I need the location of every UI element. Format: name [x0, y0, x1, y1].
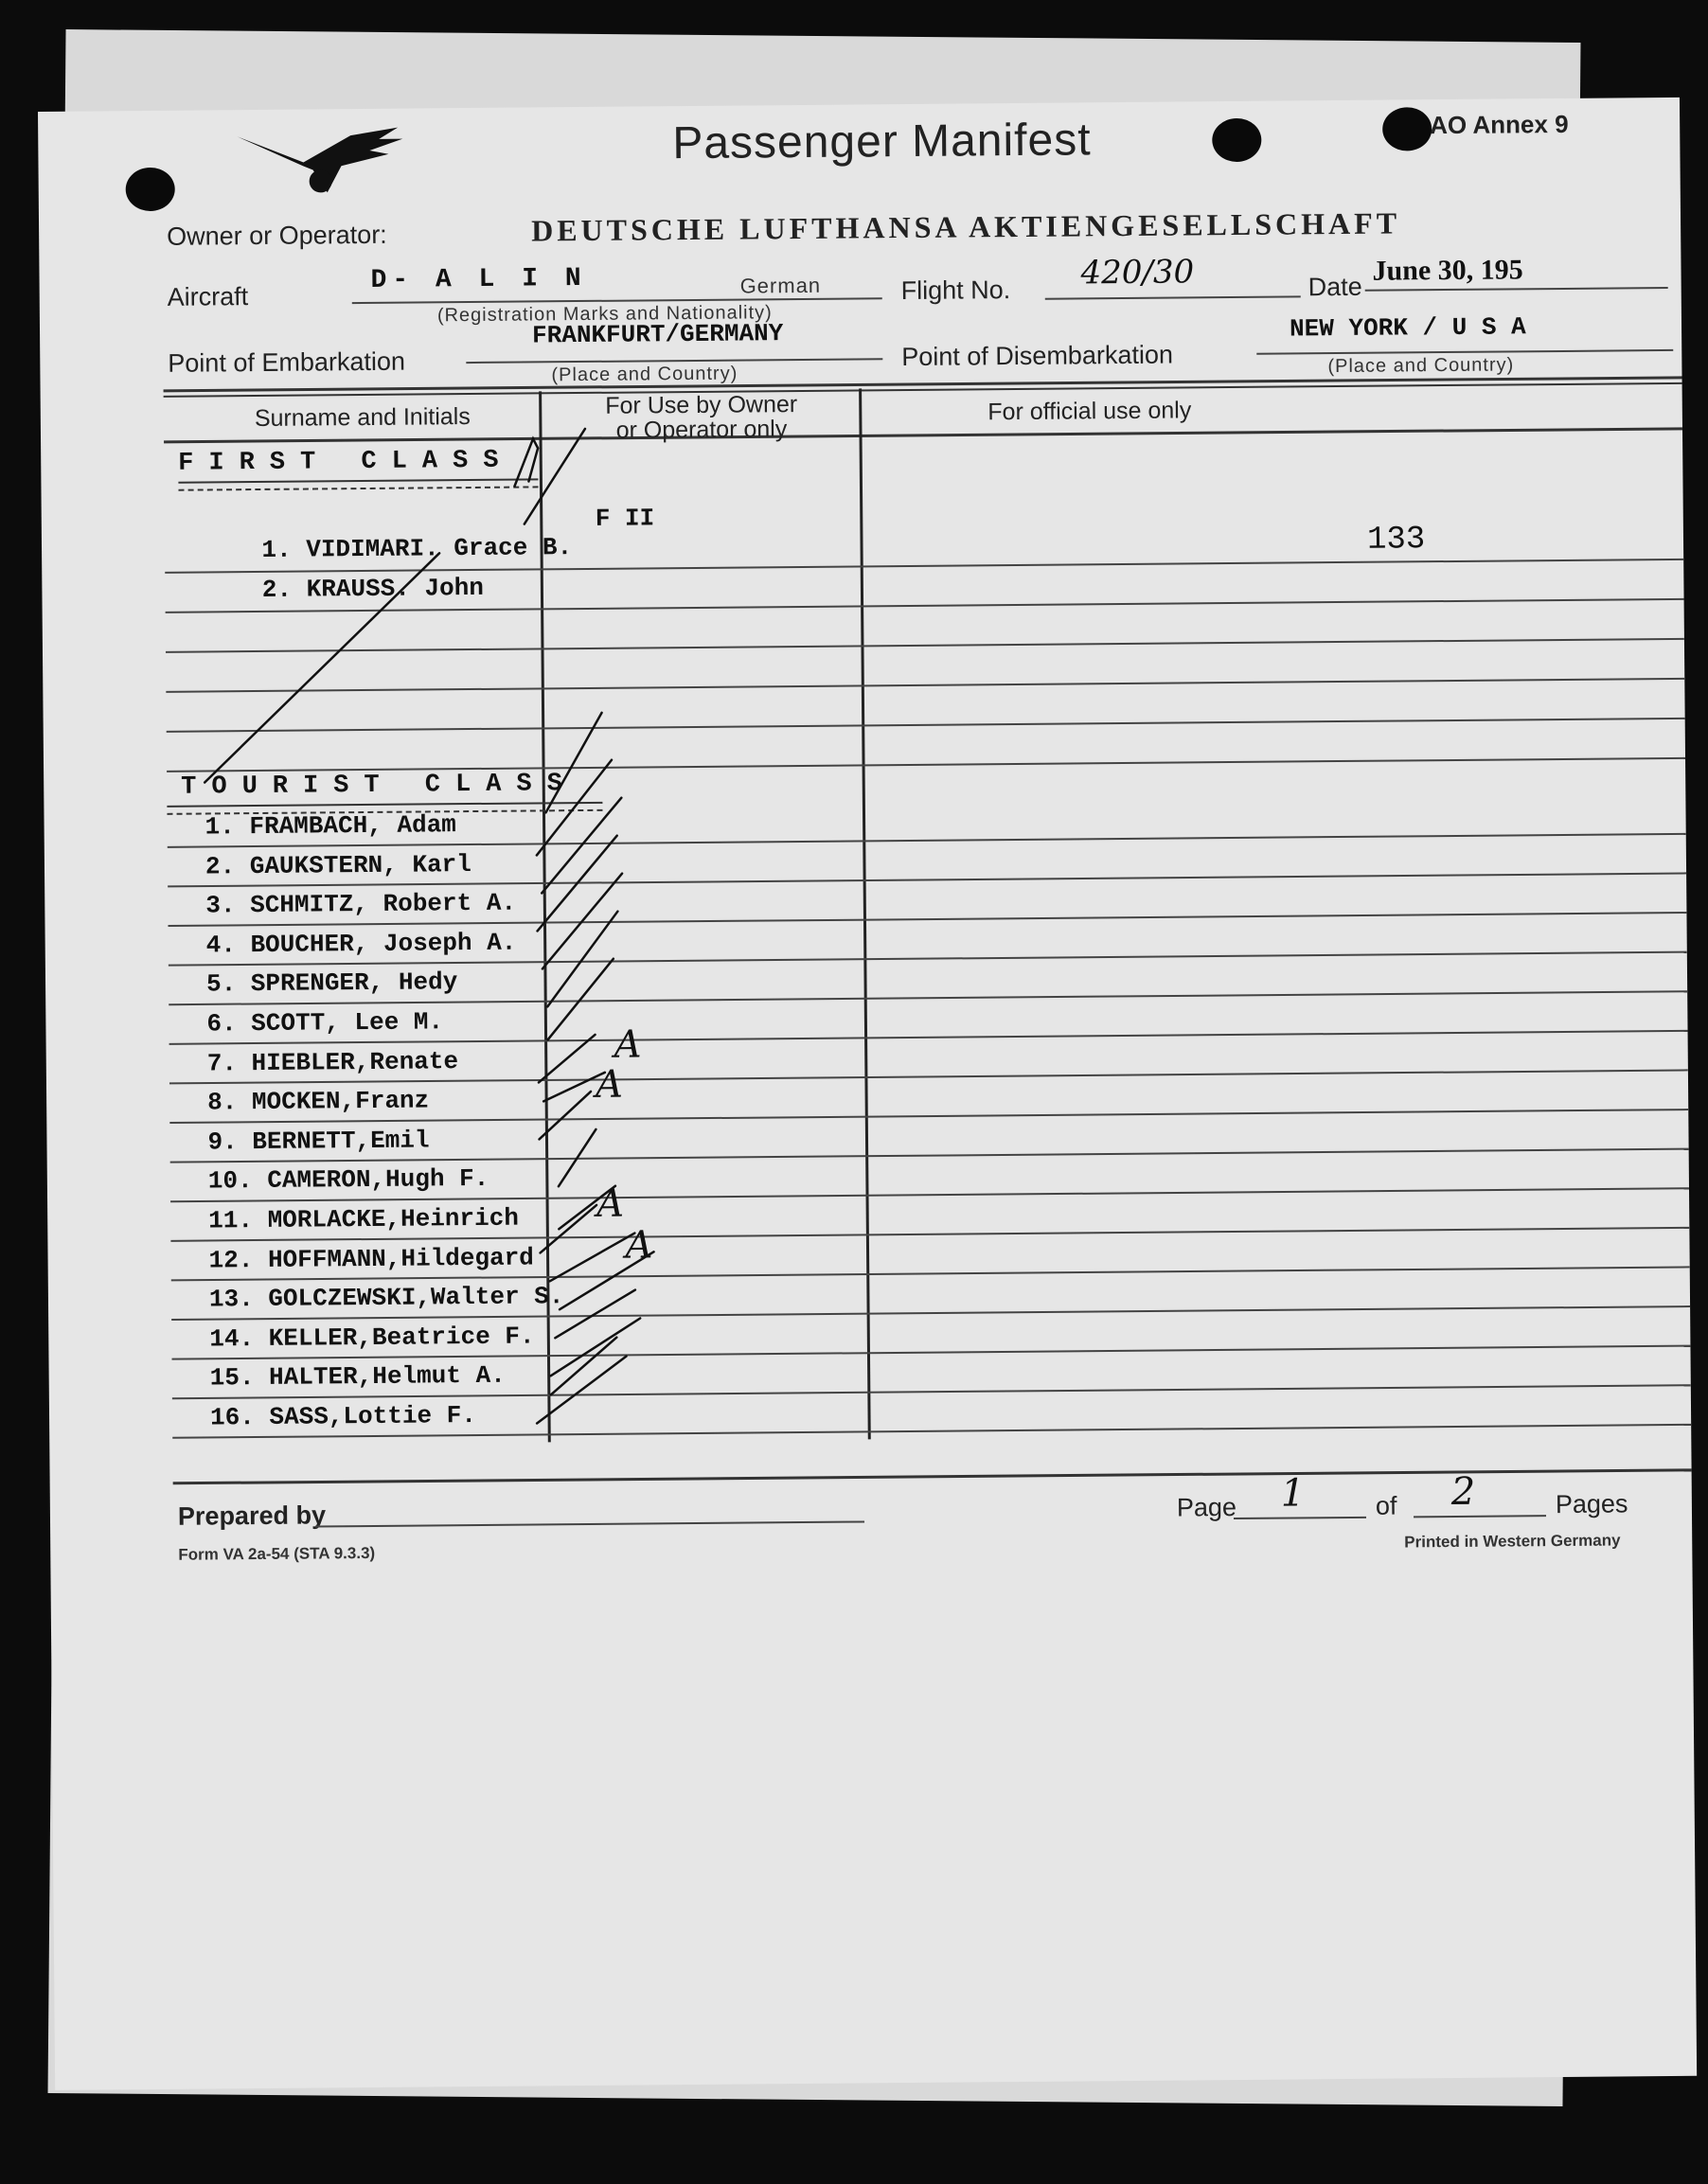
passenger-name: FRAMBACH, Adam — [249, 810, 456, 842]
passenger-name: KRAUSS. John — [306, 573, 485, 604]
passenger-name: HOFFMANN,Hildegard — [267, 1243, 534, 1274]
annex-label: AO Annex 9 — [1430, 109, 1569, 140]
passenger-name: MOCKEN,Franz — [251, 1086, 430, 1117]
owner-note: F II — [595, 504, 655, 533]
passenger-name: BERNETT,Emil — [252, 1126, 430, 1156]
passenger-name: BOUCHER, Joseph A. — [250, 928, 517, 959]
column-header-name: Surname and Initials — [254, 403, 471, 433]
handwritten-checkmarks — [38, 98, 1697, 2090]
passenger-number: 11. — [208, 1206, 254, 1235]
passenger-name: SCOTT, Lee M. — [251, 1007, 444, 1039]
aircraft-value: D- A L I N — [370, 263, 587, 295]
page-label: Page — [1176, 1493, 1237, 1522]
prepared-by-label: Prepared by — [177, 1500, 327, 1531]
passenger-number: 7. — [206, 1048, 238, 1078]
passenger-number: 12. — [208, 1245, 254, 1275]
date-value: June 30, 195 — [1372, 254, 1523, 287]
passenger-name: HALTER,Helmut A. — [268, 1361, 506, 1393]
owner-value: DEUTSCHE LUFTHANSA AKTIENGESELLSCHAFT — [530, 205, 1401, 248]
column-header-owner-2: or Operator only — [615, 416, 788, 444]
passenger-name: KELLER,Beatrice F. — [268, 1322, 535, 1353]
passenger-number: 1. — [205, 812, 235, 842]
date-label: Date — [1308, 272, 1362, 302]
passenger-name: SASS,Lottie F. — [269, 1401, 477, 1431]
passenger-name: HIEBLER,Renate — [251, 1046, 459, 1077]
aircraft-nationality: German — [739, 273, 822, 298]
mark-a-1: A — [614, 1022, 642, 1067]
flight-label: Flight No. — [900, 275, 1011, 306]
passenger-number: 9. — [207, 1128, 238, 1157]
mark-a-3: A — [596, 1181, 625, 1226]
first-class-heading: FIRST CLASS — [178, 446, 514, 478]
passenger-number: 1. — [261, 535, 292, 564]
passenger-number: 10. — [207, 1166, 253, 1196]
passenger-number: 6. — [206, 1009, 237, 1039]
official-number: 133 — [1366, 522, 1426, 559]
column-header-official: For official use only — [987, 397, 1192, 426]
passenger-number: 8. — [207, 1088, 238, 1117]
disembarkation-label: Point of Disembarkation — [901, 340, 1174, 372]
passenger-name: MORLACKE,Heinrich — [267, 1203, 520, 1234]
passenger-number: 3. — [205, 891, 236, 920]
page-total: 2 — [1450, 1469, 1476, 1515]
passenger-number: 5. — [205, 969, 237, 999]
passenger-name: SCHMITZ, Robert A. — [250, 888, 517, 920]
passenger-name: SPRENGER, Hedy — [250, 968, 458, 999]
page-title: Passenger Manifest — [672, 115, 1092, 169]
passenger-name: GAUKSTERN, Karl — [249, 849, 471, 880]
passenger-name: CAMERON,Hugh F. — [267, 1164, 489, 1196]
passenger-name: GOLCZEWSKI,Walter S. — [268, 1282, 564, 1314]
aircraft-label: Aircraft — [167, 282, 249, 311]
of-label: of — [1375, 1491, 1397, 1520]
passenger-number: 2. — [205, 851, 236, 881]
passenger-number: 15. — [209, 1363, 255, 1393]
pages-label: Pages — [1555, 1489, 1628, 1519]
mark-a-2: A — [595, 1062, 624, 1107]
page-number: 1 — [1280, 1471, 1306, 1516]
tourist-class-heading: TOURIST CLASS — [181, 770, 578, 802]
passenger-number: 13. — [208, 1285, 254, 1314]
column-header-owner-1: For Use by Owner — [605, 391, 798, 419]
manifest-sheet — [38, 98, 1697, 2090]
aircraft-caption: (Registration Marks and Nationality) — [436, 302, 773, 327]
passenger-number: 2. — [261, 575, 293, 604]
flight-value: 420/30 — [1080, 253, 1195, 293]
form-number: Form VA 2a-54 (STA 9.3.3) — [178, 1543, 376, 1564]
embarkation-value: FRANKFURT/GERMANY — [531, 319, 784, 350]
passenger-number: 16. — [209, 1403, 255, 1432]
disembarkation-caption: (Place and Country) — [1327, 354, 1515, 378]
owner-label: Owner or Operator: — [167, 220, 387, 251]
passenger-name: VIDIMARI. Grace B. — [306, 533, 573, 564]
passenger-number: 14. — [209, 1323, 255, 1354]
passenger-number: 4. — [205, 931, 237, 960]
disembarkation-value: NEW YORK / U S A — [1289, 312, 1526, 344]
embarkation-label: Point of Embarkation — [168, 346, 406, 378]
mark-a-4: A — [625, 1223, 653, 1268]
embarkation-caption: (Place and Country) — [551, 363, 738, 386]
printed-in: Printed in Western Germany — [1404, 1531, 1621, 1552]
